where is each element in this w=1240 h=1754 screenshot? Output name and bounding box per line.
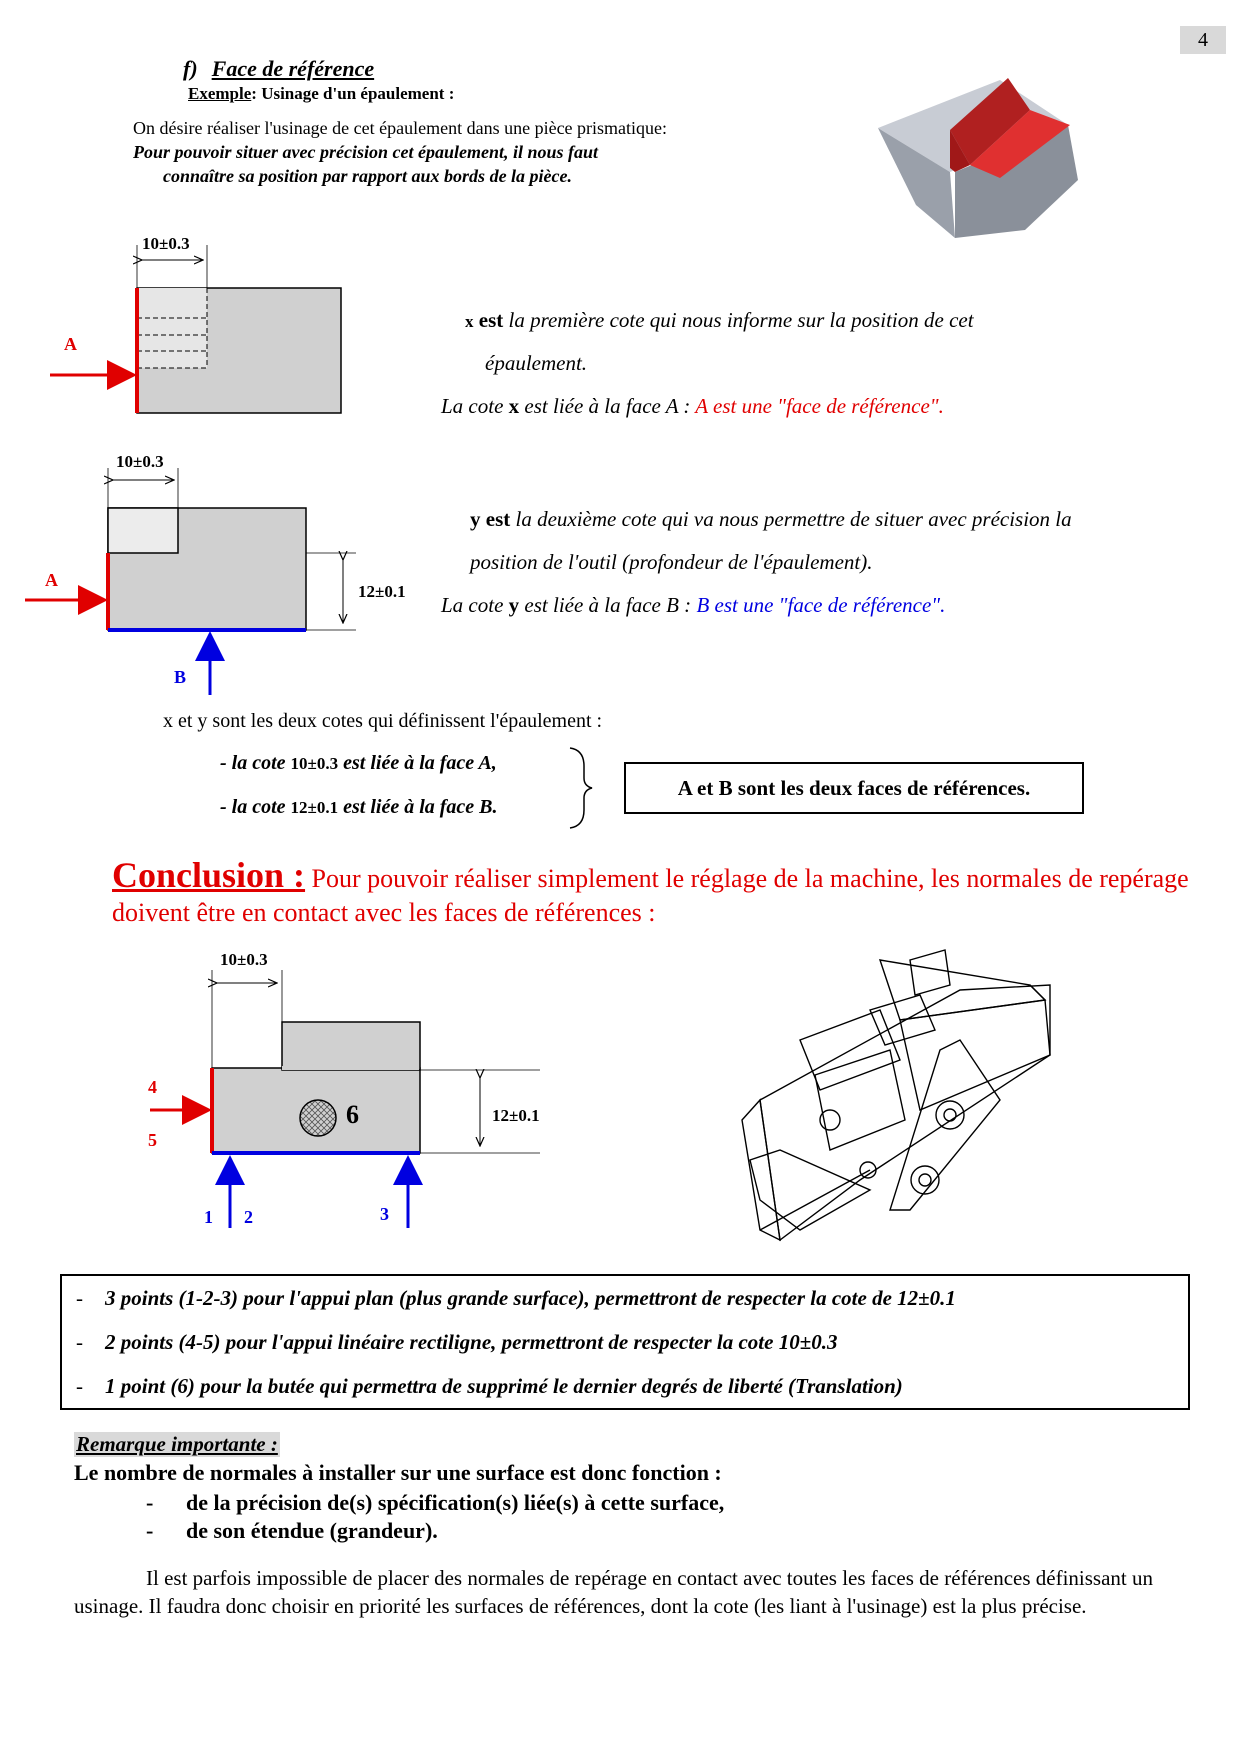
summary-item-2-pre: - la cote <box>220 796 286 818</box>
para-x-lead: La cote <box>441 394 504 418</box>
para-x-line-2: épaulement. <box>485 351 588 375</box>
para-x-line-3 <box>441 394 944 419</box>
figure-3 <box>150 970 540 1228</box>
para-y-line-1 <box>470 507 1072 532</box>
intro-line-3: connaître sa position par rapport aux bords de la pièce. <box>163 166 573 186</box>
point-5-label: 5 <box>148 1130 157 1150</box>
section-title-text: Face de référence <box>211 56 375 81</box>
para-x-text1: la première cote qui nous informe sur la position de cet <box>508 308 974 332</box>
para-x-line-1 <box>465 308 974 333</box>
summary-item-2-num: 12±0.1 <box>290 798 339 817</box>
summary-item-2 <box>220 796 498 819</box>
remark-item-1: - de la précision de(s) spécification(s) liée(s) à cette surface, <box>146 1490 725 1515</box>
bullets-box <box>60 1274 1190 1410</box>
para-x-est: est <box>478 308 504 332</box>
summary-item-1 <box>220 752 497 775</box>
para-y-line-2: position de l'outil (profondeur de l'épaulement). <box>470 550 873 574</box>
remark-paragraph <box>74 1564 1184 1620</box>
intro-line-2: Pour pouvoir situer avec précision cet épaulement, il nous faut <box>133 142 599 162</box>
point-2-label: 2 <box>244 1207 253 1227</box>
para-y-lead: La cote <box>441 593 504 617</box>
bullet-3: - 1 point (6) pour la butée qui permettra de supprimé le dernier degrés de liberté (Translation) <box>76 1374 903 1398</box>
conclusion <box>112 855 1212 930</box>
prismatic-part-3d <box>878 78 1078 238</box>
para-y-highlight: B est une "face de référence". <box>696 593 946 617</box>
para-y-line-3 <box>441 593 945 618</box>
fig2-dim-y-label: 12±0.1 <box>358 582 406 601</box>
para-y-var-2: y <box>508 593 520 617</box>
point-6-label: 6 <box>346 1100 359 1129</box>
summary-brace <box>570 748 592 828</box>
intro-line-1: On désire réaliser l'usinage de cet épaulement dans une pièce prismatique: <box>133 118 668 138</box>
page-number: 4 <box>1180 26 1226 54</box>
fig3-dim-x-label: 10±0.3 <box>220 950 268 969</box>
bullet-1: - 3 points (1-2-3) pour l'appui plan (plus grande surface), permettront de respecter la cote de 12±0.1 <box>76 1286 956 1310</box>
summary-item-1-pre: - la cote <box>220 752 286 774</box>
para-x-link: est liée à la face A : <box>524 394 691 418</box>
remark-item-2-text: de son étendue (grandeur). <box>186 1518 438 1543</box>
section-letter: f) <box>183 56 198 81</box>
example-heading <box>188 84 454 104</box>
remark-title: Remarque importante : <box>76 1432 278 1456</box>
fig2-face-a-label: A <box>45 570 58 590</box>
bullet-3-text: 1 point (6) pour la butée qui permettra de supprimé le dernier degrés de liberté (Translation) <box>105 1374 903 1398</box>
fixture-drawing <box>742 950 1050 1240</box>
summary-item-1-num: 10±0.3 <box>290 754 339 773</box>
fig2-dim-x-label: 10±0.3 <box>116 452 164 471</box>
remark-item-1-text: de la précision de(s) spécification(s) liée(s) à cette surface, <box>186 1490 725 1515</box>
fig3-dim-y-label: 12±0.1 <box>492 1106 540 1125</box>
bullet-2: - 2 points (4-5) pour l'appui linéaire rectiligne, permettront de respecter la cote 10±0.3 <box>76 1330 838 1354</box>
remark-lead: Le nombre de normales à installer sur une surface est donc fonction : <box>74 1460 722 1485</box>
point-3-label: 3 <box>380 1204 389 1224</box>
figure-2 <box>25 468 356 695</box>
summary-box: A et B sont les deux faces de références. <box>624 762 1084 814</box>
fig1-face-a-label: A <box>64 334 77 354</box>
figure-1 <box>50 245 341 413</box>
fig2-face-b-label: B <box>174 667 187 687</box>
example-label: Exemple <box>188 84 252 103</box>
bullet-2-text: 2 points (4-5) pour l'appui linéaire rectiligne, permettront de respecter la cote 10±0.3 <box>105 1330 838 1354</box>
point-1-label: 1 <box>204 1207 213 1227</box>
remark-paragraph-text: Il est parfois impossible de placer des normales de repérage en contact avec toutes les faces de références définissant un usinage. Il faudra donc choisir en priorité les surfaces de références, dont la cote (les liant à l'usinage) est la plus précise. <box>74 1566 1153 1618</box>
point-4-label: 4 <box>148 1077 157 1097</box>
fig1-dim-label: 10±0.3 <box>142 234 190 253</box>
para-x-highlight: A est une "face de référence". <box>695 394 944 418</box>
para-y-text1: la deuxième cote qui va nous permettre de situer avec précision la <box>515 507 1072 531</box>
para-y-link: est liée à la face B : <box>524 593 692 617</box>
example-text: : Usinage d'un épaulement : <box>251 84 455 103</box>
summary-item-1-post: est liée à la face A, <box>343 752 497 774</box>
para-x-var-2: x <box>508 394 520 418</box>
para-y-est: est <box>485 507 511 531</box>
bullet-1-text: 3 points (1-2-3) pour l'appui plan (plus grande surface), permettront de respecter la cote de 12±0.1 <box>105 1286 956 1310</box>
remark-item-2: - de son étendue (grandeur). <box>146 1518 438 1543</box>
summary-intro: x et y sont les deux cotes qui définissent l'épaulement : <box>163 710 603 732</box>
section-title <box>183 56 374 82</box>
para-y-var: y <box>470 507 481 531</box>
summary-item-2-post: est liée à la face B. <box>343 796 498 818</box>
conclusion-text: Pour pouvoir réaliser simplement le réglage de la machine, les normales de repérage doivent être en contact avec les faces de références : <box>112 864 1189 927</box>
para-x-var: x <box>465 312 474 331</box>
conclusion-label: Conclusion : <box>112 855 306 895</box>
